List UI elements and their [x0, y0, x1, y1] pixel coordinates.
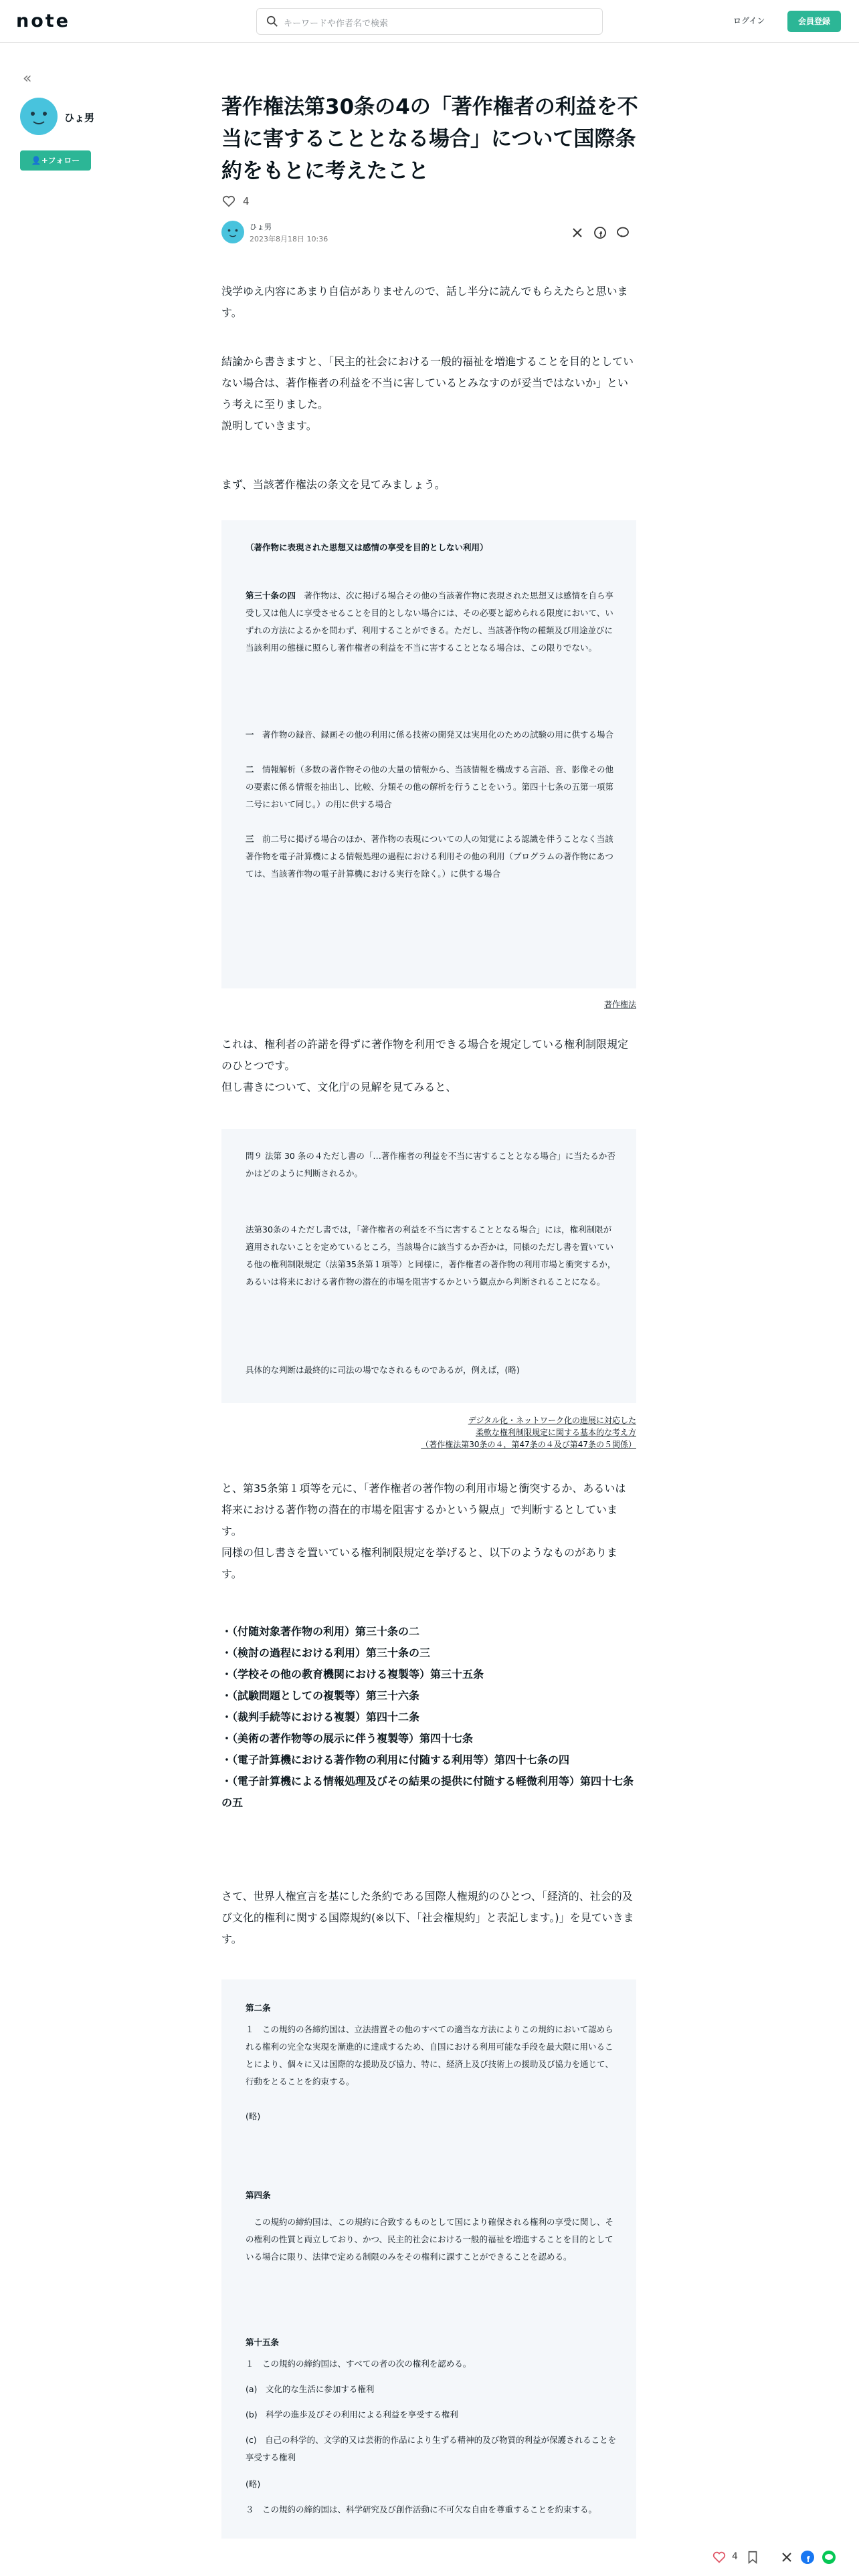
- list-item: ・（電子計算機における著作物の利用に付随する利用等）第四十七条の四: [221, 1753, 570, 1766]
- search-icon: [266, 15, 278, 27]
- like-count: 4: [732, 2551, 738, 2562]
- paragraph: 結論から書きますと、「民主的社会における一般的福祉を増進することを目的としていない場合は、著作権者の利益を不当に害しているとみなすのが妥当ではないか」という考えに至りました。: [221, 355, 634, 411]
- collapse-sidebar-icon[interactable]: «: [23, 70, 32, 87]
- follow-label: フォロー: [47, 156, 80, 165]
- quote-item-label: 二: [246, 764, 254, 774]
- facebook-share-icon[interactable]: [593, 226, 607, 239]
- facebook-share-icon[interactable]: [800, 2550, 815, 2565]
- article-title: 著作権法第30条の4の「著作権者の利益を不当に害することとなる場合」について国際条約をもとに考えたこと: [221, 95, 638, 183]
- quote-item-text: 著作物の録音、録画その他の利用に係る技術の開発又は実用化のための試験の用に供する場合: [254, 730, 614, 740]
- article-list: [221, 1621, 636, 1814]
- list-item: ・（電子計算機による情報処理及びその結果の提供に付随する軽微利用等）第四十七条の五: [221, 1775, 634, 1809]
- source-link[interactable]: デジタル化・ネットワーク化の進展に対応した: [468, 1416, 636, 1425]
- quote-text: (c) 自己の科学的、文学的又は芸術的作品により生ずる精神的及び物質的利益が保護されることを享受する権利: [246, 2435, 617, 2462]
- author-row: [221, 221, 636, 247]
- paragraph: と、第35条第１項等を元に、「著作権者の著作物の利用市場と衝突するか、あるいは将来における著作物の潜在的市場を阻害するかという観点」で判断するとしています。: [221, 1482, 626, 1537]
- list-item: ・（美術の著作物等の展示に伴う複製等）第四十七条: [221, 1732, 474, 1745]
- list-item: ・（裁判手続等における複製）第四十二条: [221, 1711, 420, 1723]
- paragraph: 但し書きについて、文化庁の見解を見てみると、: [221, 1081, 457, 1093]
- quote-heading: 第十五条: [246, 2337, 280, 2347]
- header: [0, 0, 859, 43]
- quote-item: [246, 831, 617, 883]
- paragraph: さて、世界人権宣言を基にした条約である国際人権規約のひとつ、「経済的、社会的及び文化的権利に関する国際規約(※以下、「社会権規約」と表記します。)」を見ていきます。: [221, 1890, 634, 1945]
- line-share-icon[interactable]: [822, 2550, 836, 2565]
- avatar[interactable]: [20, 98, 58, 135]
- quote-item-label: 三: [246, 834, 254, 844]
- login-link[interactable]: ログイン: [733, 16, 765, 25]
- quote-item-text: 情報解析（多数の著作物その他の大量の情報から、当該情報を構成する言語、音、影像その他の要素に係る情報を抽出し、比較、分類その他の解析を行うことをいう。第四十七条の五第一項第二号において同じ。）の用に供する場合: [246, 764, 614, 809]
- quote-item: [246, 726, 617, 744]
- quote-item: [246, 761, 617, 813]
- quote-article-label: 第三十条の四: [246, 591, 296, 601]
- creator-name[interactable]: ひょ男: [64, 112, 95, 124]
- source-link[interactable]: 柔軟な権利制限規定に関する基本的な考え方: [475, 1428, 636, 1437]
- x-share-icon[interactable]: [780, 2551, 793, 2564]
- paragraph: これは、権利者の許諾を得ずに著作物を利用できる場合を規定している権利制限規定のひとつです。: [221, 1038, 629, 1072]
- author-name[interactable]: ひょ男: [250, 223, 272, 231]
- quote-text: (b) 科学の進歩及びその利用による利益を享受する権利: [246, 2409, 458, 2420]
- paragraph: まず、当該著作権法の条文を見てみましょう。: [221, 478, 446, 491]
- quote-text: (略): [246, 2111, 261, 2121]
- search-placeholder: キーワードや作者名で検索: [284, 19, 389, 29]
- paragraph: 浅学ゆえ内容にあまり自信がありませんので、話し半分に読んでもらえたらと思います。: [221, 285, 628, 319]
- quote-text: ３ この規約の締約国は、科学研究及び創作活動に不可欠な自由を尊重することを約束する。: [246, 2504, 597, 2514]
- author-avatar[interactable]: [221, 221, 244, 243]
- floating-action-bar: [0, 2539, 859, 2576]
- quote-answer: 法第30条の４ただし書では，「著作権者の利益を不当に害することとなる場合」には，権利制限が適用されないことを定めているところ，当該場合に該当するか否かは，同様のただし書を置いている他の権利制限規定（法第35条第１項等）と同様に，著作権者の著作物の利用市場と衝突するか，あるいは将来における著作物の潜在的市場を阻害するかという観点から判断されることになる。: [246, 1224, 616, 1287]
- quote-text: この規約の締約国は、この規約に合致するものとして国により確保される権利の享受に関し、その権利の性質と両立しており、かつ、民主的社会における一般的福祉を増進することを目的としている場合に限り、法律で定める制限のみをその権利に課すことができることを認める。: [246, 2217, 614, 2262]
- quote-heading: 第四条: [246, 2190, 271, 2200]
- paragraph: 説明していきます。: [221, 419, 317, 432]
- signup-button[interactable]: 会員登録: [787, 11, 841, 32]
- quote-text: (略): [246, 2479, 261, 2489]
- quote-text: １ この規約の締約国は、すべての者の次の権利を認める。: [246, 2359, 472, 2369]
- quote-article-text: 著作物は、次に掲げる場合その他の当該著作物に表現された思想又は感情を自ら享受し又は他人に享受させることを目的としない場合には、その必要と認められる限度において、いずれの方法によるかを問わず、利用することができる。ただし、当該著作物の種類及び用途並びに当該利用の態様に照らし著作権者の利益を不当に害することとなる場合は、この限りでない。: [246, 591, 614, 653]
- follow-icon: 👤+: [31, 156, 48, 165]
- quote-text: (a) 文化的な生活に参加する権利: [246, 2384, 375, 2394]
- note-logo[interactable]: note: [16, 11, 70, 31]
- x-share-icon[interactable]: [571, 226, 584, 239]
- list-item: ・（学校その他の教育機関における複製等）第三十五条: [221, 1668, 484, 1681]
- quote-answer: 具体的な判断は最終的に司法の場でなされるものであるが，例えば，(略): [246, 1365, 520, 1375]
- search-input[interactable]: [256, 8, 603, 35]
- source-link[interactable]: 著作権法: [603, 1000, 636, 1009]
- list-item: ・（付随対象著作物の利用）第三十条の二: [221, 1625, 420, 1638]
- blockquote-agency-view: [221, 1129, 636, 1403]
- heart-icon[interactable]: [712, 2550, 727, 2565]
- list-item: ・（検討の過程における利用）第三十条の三: [221, 1646, 431, 1659]
- quote-article: [246, 587, 617, 657]
- like-button[interactable]: [221, 194, 250, 209]
- publish-date: 2023年8月18日 10:36: [250, 235, 328, 243]
- list-item: ・（試験問題としての複製等）第三十六条: [221, 1689, 420, 1702]
- bookmark-icon[interactable]: [745, 2550, 760, 2565]
- source-link[interactable]: （著作権法第30条の４，第47条の４及び第47条の５関係）: [421, 1440, 636, 1449]
- quote-item-text: 前二号に掲げる場合のほか、著作物の表現についての人の知覚による認識を伴うことなく当該著作物を電子計算機による情報処理の過程における利用その他の利用（プログラムの著作物にあつては、当該著作物の電子計算機における実行を除く。）に供する場合: [246, 834, 613, 879]
- line-share-icon[interactable]: [616, 226, 630, 239]
- blockquote-covenant: [221, 1979, 636, 2576]
- quote-heading: 第二条: [246, 2003, 271, 2013]
- blockquote-copyright-law: [221, 520, 636, 988]
- quote-question: 問９ 法第 30 条の４ただし書の「…著作権者の利益を不当に害することとなる場合」に当たるか否かはどのように判断されるか。: [246, 1151, 615, 1178]
- quote-text: １ この規約の各締約国は、立法措置その他のすべての適当な方法によりこの規約において認められる権利の完全な実現を漸進的に達成するため、自国における利用可能な手段を最大限に用いることにより、個々に又は国際的な援助及び協力、特に、経済上及び技術上の援助及び協力を通じて、行動をとることを約束する。: [246, 2024, 613, 2086]
- quote-item-label: 一: [246, 730, 254, 740]
- quote-heading: （著作物に表現された思想又は感情の享受を目的としない利用）: [246, 542, 488, 552]
- heart-icon: [221, 194, 236, 209]
- like-count: 4: [243, 195, 250, 207]
- follow-button[interactable]: [20, 150, 91, 171]
- paragraph: 同様の但し書きを置いている権利制限規定を挙げると、以下のようなものがあります。: [221, 1546, 618, 1580]
